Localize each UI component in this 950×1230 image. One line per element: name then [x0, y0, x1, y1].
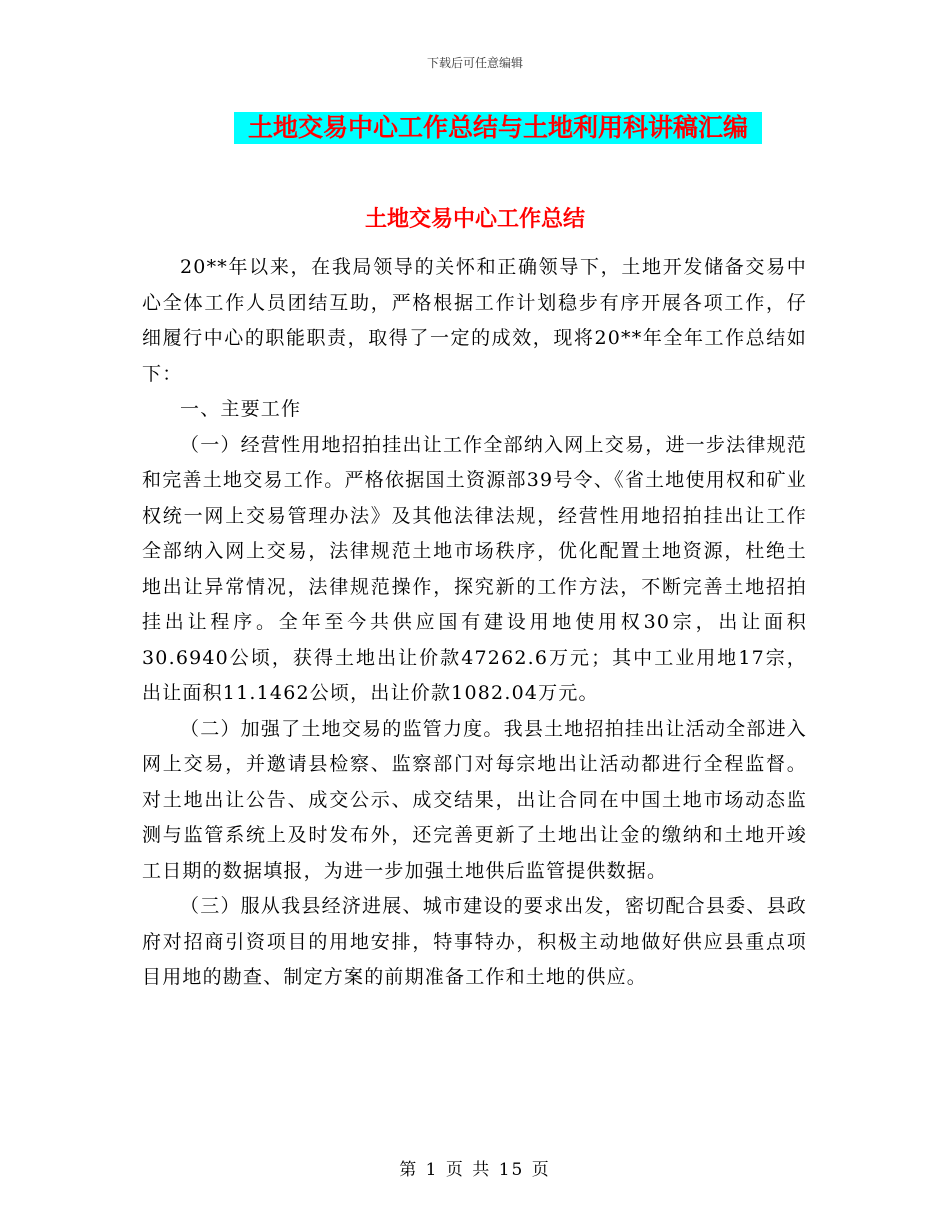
paragraph-item-2: （二）加强了土地交易的监管力度。我县土地招拍挂出让活动全部进入网上交易，并邀请县检察、监察部门对每宗地出让活动都进行全程监督。对土地出让公告、成交公示、成交结果，出让合同在中国土地市场动态监测与监管系统上及时发布外，还完善更新了土地出让金的缴纳和土地开竣工日期的数据填报，为进一步加强土地供后监管提供数据。 — [142, 717, 807, 882]
paragraph-heading-main-work: 一、主要工作 — [180, 398, 302, 420]
paragraph-item-1: （一）经营性用地招拍挂出让工作全部纳入网上交易，进一步法律规范和完善土地交易工作。严格依据国土资源部39号令、《省土地使用权和矿业权统一网上交易管理办法》及其他法律法规，经营性用地招拍挂出让工作全部纳入网上交易，法律规范土地市场秩序，优化配置土地资源，杜绝土地出让异常情况，法律规范操作，探究新的工作方法，不断完善土地招拍挂出让程序。全年至今共供应国有建设用地使用权30宗，出让面积30.6940公顷，获得土地出让价款47262.6万元；其中工业用地17宗，出让面积11.1462公顷，出让价款1082.04万元。 — [142, 433, 807, 704]
paragraph-intro: 20**年以来，在我局领导的关怀和正确领导下，土地开发储备交易中心全体工作人员团结互助，严格根据工作计划稳步有序开展各项工作，仔细履行中心的职能职责，取得了一定的成效，现将20**年全年工作总结如下： — [142, 256, 807, 385]
page-number: 第 1 页 共 15 页 — [399, 1160, 551, 1180]
section-title: 土地交易中心工作总结 — [364, 207, 585, 232]
paragraph-item-3: （三）服从我县经济进展、城市建设的要求出发，密切配合县委、县政府对招商引资项目的用地安排，特事特办，积极主动地做好供应县重点项目用地的勘查、制定方案的前期准备工作和土地的供应。 — [142, 895, 807, 988]
document-main-title: 土地交易中心工作总结与土地利用科讲稿汇编 — [234, 112, 762, 144]
header-note: 下载后可任意编辑 — [426, 56, 523, 70]
document-body — [142, 250, 807, 996]
